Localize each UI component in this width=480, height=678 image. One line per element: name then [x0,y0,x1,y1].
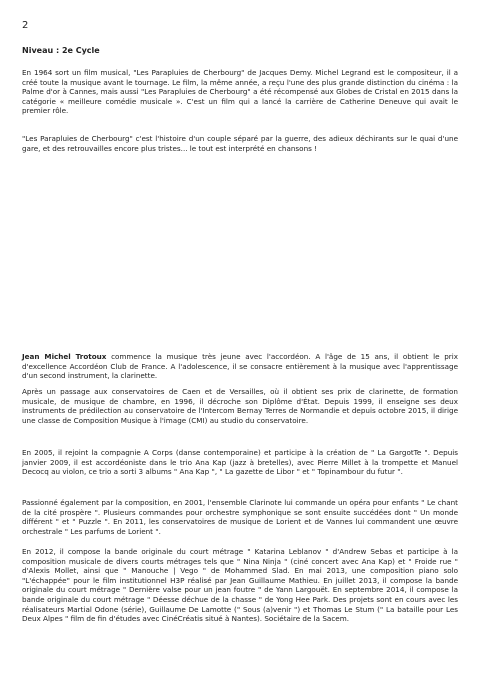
level-heading: Niveau : 2e Cycle [22,46,100,55]
paragraph-bio-films: En 2012, il compose la bande originale du court métrage " Katarina Leblanov " d'Andrew Sebas et participe à la composition musicale de divers courts métrages tels que " Nina Ninja " (ciné concert avec Ana Kap) et " Froide rue " d'Alexis Mollet, ainsi que " Manouche | Vego " de Mohammed Slad. En mai 2013, une composition piano solo "L'échappée" pour le film institutionnel H3P réalisé par Jean Guillaume Mathieu. En juillet 2013, il compose la bande originale du court métrage " Dernière valse pour un jean foutre " de Yann Largouët. En septembre 2014, il compose la bande originale du court métrage " Déesse déchue de la chasse " de Yong Hee Park. Des projets sont en cours avec les réalisateurs Martial Odone (série), Guillaume De Lamotte (" Sous (a)venir ") et Thomas Le Stum (" La bataille pour Les Deux Alpes " film de fin d'études avec CinéCréatis situé à Nantes). Sociétaire de la Sacem. [22,547,458,624]
paragraph-bio-composition: Passionné également par la composition, en 2001, l'ensemble Clarinote lui commande un opéra pour enfants " Le chant de la cité prospère ". Plusieurs commandes pour orchestre symphonique se sont ensuite succédées dont " Un monde différent " et " Puzzle ". En 2011, les conservatoires de musique de Lorient et de Vannes lui commandent une œuvre orchestrale " Les parfums de Lorient ". [22,498,458,536]
paragraph-film-story: "Les Parapluies de Cherbourg" c'est l'histoire d'un couple séparé par la guerre, des adieux déchirants sur le quai d'une gare, et des retrouvailles encore plus tristes... le tout est interprété en chansons ! [22,134,458,153]
paragraph-bio-intro [22,352,458,381]
paragraph-bio-education: Après un passage aux conservatoires de Caen et de Versailles, où il obtient ses prix de clarinette, de formation musicale, de musique de chambre, en 1996, il décroche son Diplôme d'État. Depuis 1999, il enseigne ses deux instruments de prédilection au conservatoire de l'Intercom Bernay Terres de Normandie et depuis octobre 2015, il dirige une classe de Composition Musique à l'image (CMI) au studio du conservatoire. [22,387,458,425]
composer-name: Jean Michel Trotoux [22,352,107,361]
page-number: 2 [22,20,29,31]
bio-intro-text: commence la musique très jeune avec l'accordéon. A l'âge de 15 ans, il obtient le prix d'excellence Accordéon Club de France. A l'adolescence, il se consacre entièrement à la musique avec l'apprentissage d'un second instrument, la clarinette. [22,352,459,381]
paragraph-bio-trio: En 2005, il rejoint la compagnie A Corps (danse contemporaine) et participe à la création de " La GargotTe ". Depuis janvier 2009, il est accordéoniste dans le trio Ana Kap (jazz à bretelles), avec Pierre Millet à la trompette et Manuel Decocq au violon, ce trio a sorti 3 albums " Ana Kap ", " La gazette de Libor " et " Topinambour du futur ". [22,448,458,477]
paragraph-film-intro: En 1964 sort un film musical, "Les Parapluies de Cherbourg" de Jacques Demy. Michel Legrand est le compositeur, il a créé toute la musique avant le tournage. Le film, la même année, a reçu l'une des plus grande distinction du cinéma : la Palme d'or à Cannes, mais aussi "Les Parapluies de Cherbourg" a été récompensé aux Globes de Cristal en 2015 dans la catégorie « meilleure comédie musicale ». C'est un film qui a lancé la carrière de Catherine Deneuve qui avait le premier rôle. [22,68,458,116]
